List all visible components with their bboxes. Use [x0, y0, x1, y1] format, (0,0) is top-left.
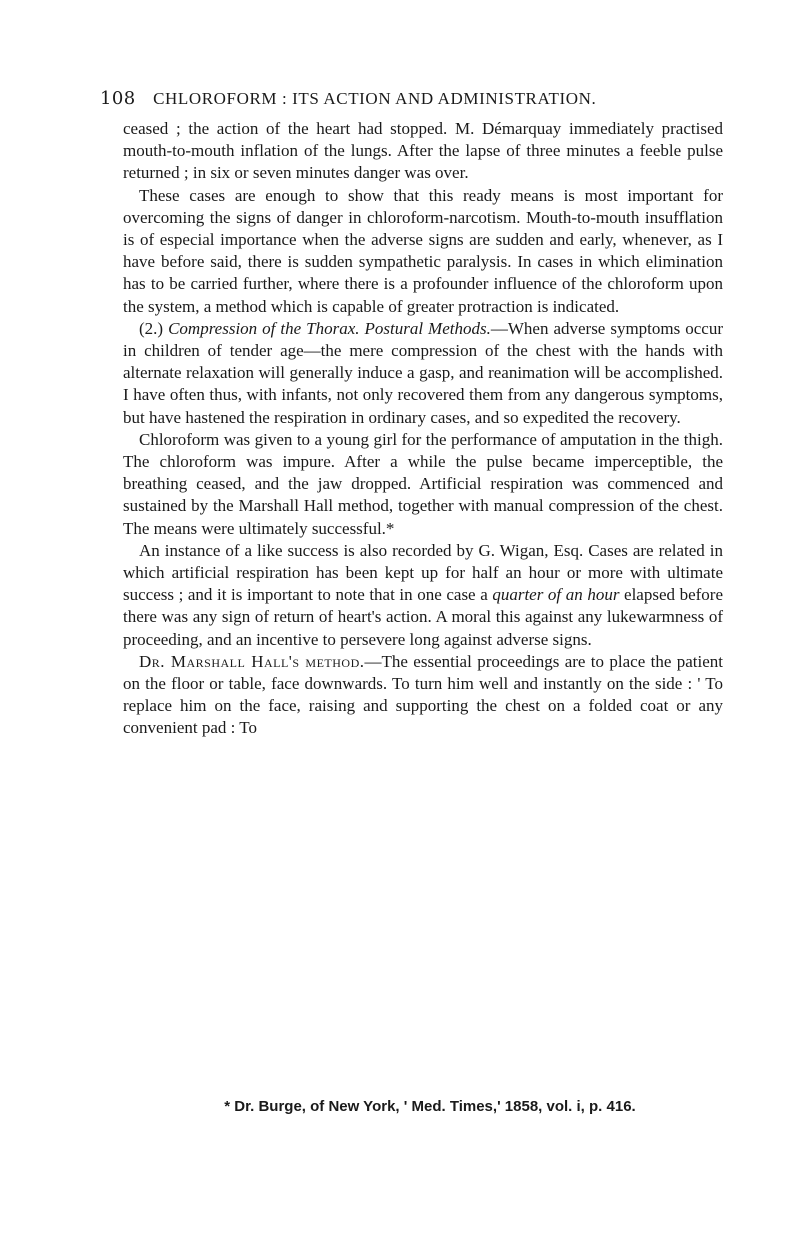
section-heading: Compression of the Thorax. Postural Methods. — [168, 318, 491, 338]
paragraph-marshall-hall — [123, 651, 723, 740]
method-heading: Dr. Marshall Hall's method. — [139, 651, 365, 671]
running-header — [100, 88, 720, 109]
paragraph-continued: ceased ; the action of the heart had stopped. M. Démarquay immediately practised mouth-to-mouth inflation of the lungs. After the lapse of three minutes a feeble pulse returned ; in six or seven minutes danger was over. — [123, 119, 723, 183]
section-text: —When adverse symptoms occur in children of tender age—the mere compression of the chest with the hands with alternate relaxation will generally induce a gasp, and reanimation will be accomplished. I have often thus, with infants, not only recovered them from any dangerous symptoms, but have hastened the respiration in ordinary cases, and so expedited the recovery. — [123, 318, 723, 427]
method-text: —The essential proceedings are to place the patient on the floor or table, face downwards. To turn him well and instantly on the side : ' To replace him on the face, raising and supporting the chest on a folded coat or any convenient pad : To — [123, 651, 724, 738]
emphasis: quarter of an hour — [492, 585, 620, 605]
body-text — [123, 118, 723, 740]
footnote: * Dr. Burge, of New York, ' Med. Times,' 1858, vol. i, p. 416. — [224, 1098, 636, 1115]
running-title: CHLOROFORM : ITS ACTION AND ADMINISTRATION. — [153, 89, 597, 108]
paragraph-wigan: An instance of a like success is also recorded by G. Wigan, Esq. Cases are related in which artificial respiration has been kept up for half an hour or more with ultimate success ; and it is important to note that in one case a quarter of an hour elapsed before there was any sign of return of heart's action. A moral this against any lukewarmness of proceeding, and an incentive to persevere long against adverse signs. — [123, 540, 724, 649]
paragraph-ready-means: These cases are enough to show that this ready means is most important for overcoming the signs of danger in chloroform-narcotism. Mouth-to-mouth insufflation is of especial importance when the adverse signs are sudden and early, whenever, as I have before said, there is sudden sympathetic paralysis. In cases in which elimination has to be carried further, where there is a profounder influence of the chloroform upon the system, a method which is capable of greater protraction is indicated. — [123, 185, 723, 316]
page-number: 108 — [100, 88, 136, 109]
section-number: (2.) — [139, 318, 164, 338]
paragraph-case-report: Chloroform was given to a young girl for the performance of amputation in the thigh. The chloroform was impure. After a while the pulse became imperceptible, the breathing ceased, and the jaw dropped. Artificial respiration was commenced and sustained by the Marshall Hall method, together with manual compression of the chest. The means were ultimately successful.* — [123, 429, 723, 538]
paragraph-compression — [123, 318, 723, 429]
